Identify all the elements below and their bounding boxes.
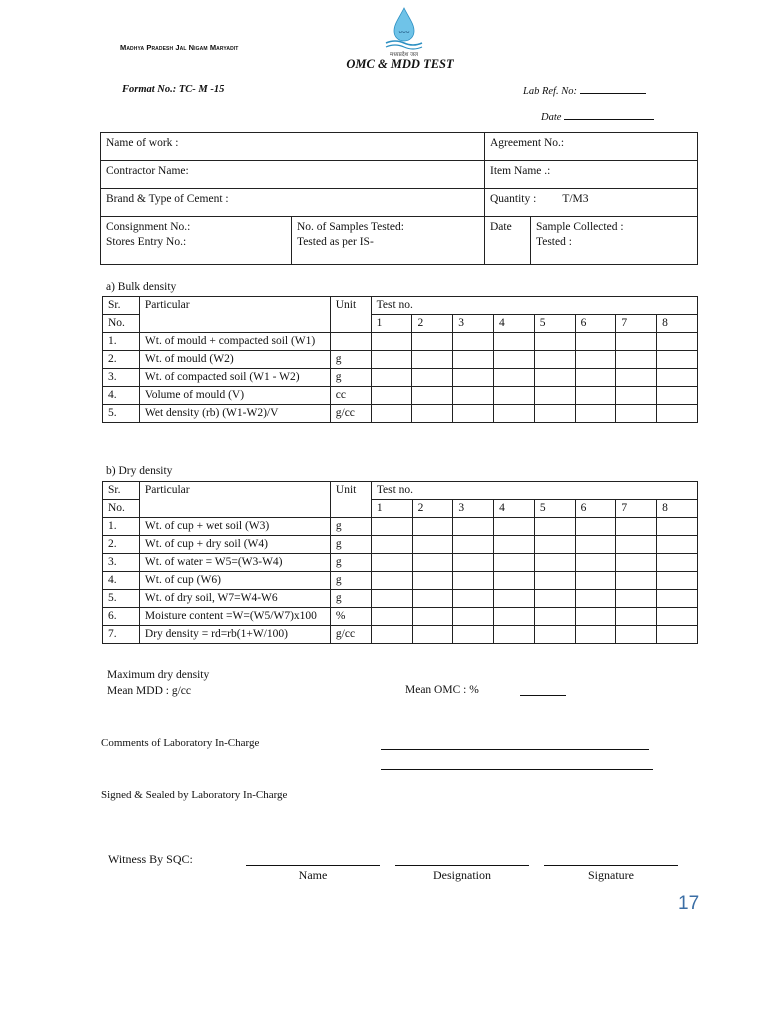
value-cell[interactable] [371,590,412,608]
value-cell[interactable] [575,554,616,572]
value-cell[interactable] [453,626,494,644]
samples-tested-cell[interactable]: No. of Samples Tested: Tested as per IS- [291,217,484,265]
value-cell[interactable] [371,351,412,369]
test-number: 3 [453,500,494,518]
test-number: 5 [534,500,575,518]
value-cell[interactable] [657,405,698,423]
value-cell[interactable] [412,626,453,644]
value-cell[interactable] [657,590,698,608]
signature-label: Signature [588,868,634,882]
row-particular: Moisture content =W=(W5/W7)x100 [139,608,330,626]
value-cell[interactable] [371,626,412,644]
brand-cement-cell[interactable]: Brand & Type of Cement : [101,189,485,217]
row-particular: Wt. of cup + wet soil (W3) [139,518,330,536]
value-cell[interactable] [657,572,698,590]
row-unit: % [330,608,371,626]
name-line[interactable] [246,865,380,866]
value-cell[interactable] [494,369,535,387]
value-cell[interactable] [534,554,575,572]
organization-name: Madhya Pradesh Jal Nigam Maryadit [120,43,239,52]
row-unit: g/cc [330,405,371,423]
row-particular: Wt. of mould (W2) [139,351,330,369]
row-particular: Wt. of dry soil, W7=W4-W6 [139,590,330,608]
particular-header: Particular [139,482,330,518]
unit-header: Unit [330,482,371,518]
unit-header: Unit [330,297,371,333]
table-row [103,333,698,351]
row-sr: 3. [103,554,140,572]
comments-line-1[interactable] [381,749,649,750]
test-number: 8 [657,315,698,333]
value-cell[interactable] [616,626,657,644]
value-cell[interactable] [657,351,698,369]
value-cell[interactable] [575,590,616,608]
value-cell[interactable] [616,572,657,590]
row-particular: Wt. of mould + compacted soil (W1) [139,333,330,351]
row-sr: 6. [103,608,140,626]
value-cell[interactable] [453,536,494,554]
sr-header: Sr. [103,297,140,315]
row-particular: Wt. of water = W5=(W3-W4) [139,554,330,572]
value-cell[interactable] [616,333,657,351]
value-cell[interactable] [616,387,657,405]
lab-ref-field[interactable] [580,84,646,94]
test-no-header: Test no. [371,482,697,500]
value-cell[interactable] [494,387,535,405]
agreement-no-cell[interactable]: Agreement No.: [485,133,698,161]
value-cell[interactable] [371,572,412,590]
value-cell[interactable] [453,554,494,572]
page-title: OMC & MDD TEST [346,57,454,71]
value-cell[interactable] [534,333,575,351]
item-name-cell[interactable]: Item Name .: [485,161,698,189]
table-row [103,351,698,369]
value-cell[interactable] [412,405,453,423]
table-row [103,590,698,608]
bulk-density-label: a) Bulk density [106,281,177,293]
value-cell[interactable] [534,590,575,608]
date-row [541,110,654,123]
value-cell[interactable] [494,626,535,644]
value-cell[interactable] [371,405,412,423]
particular-header: Particular [139,297,330,333]
table-row [103,387,698,405]
contractor-name-cell[interactable]: Contractor Name: [101,161,485,189]
value-cell[interactable] [575,536,616,554]
mdd-block [107,667,209,699]
value-cell[interactable] [453,608,494,626]
value-cell[interactable] [575,405,616,423]
value-cell[interactable] [616,554,657,572]
value-cell[interactable] [575,572,616,590]
value-cell[interactable] [616,608,657,626]
value-cell[interactable] [575,351,616,369]
row-sr: 1. [103,518,140,536]
row-sr: 3. [103,369,140,387]
value-cell[interactable] [453,387,494,405]
value-cell[interactable] [494,518,535,536]
table-row [103,518,698,536]
value-cell[interactable] [534,572,575,590]
svg-text:ᴗᴗᴗ: ᴗᴗᴗ [398,28,410,35]
value-cell[interactable] [453,518,494,536]
value-cell[interactable] [412,590,453,608]
date-cell[interactable]: Date [485,217,531,265]
value-cell[interactable] [534,387,575,405]
row-particular: Wt. of compacted soil (W1 - W2) [139,369,330,387]
value-cell[interactable] [412,351,453,369]
consignment-cell[interactable]: Consignment No.: Stores Entry No.: [101,217,292,265]
no-header: No. [103,315,140,333]
lab-ref [523,84,646,97]
row-sr: 5. [103,405,140,423]
test-number: 2 [412,315,453,333]
value-cell[interactable] [575,369,616,387]
water-drop-icon [394,8,414,41]
sr-header: Sr. [103,482,140,500]
row-unit: g [330,590,371,608]
value-cell[interactable] [494,590,535,608]
value-cell[interactable] [534,626,575,644]
value-cell[interactable] [494,572,535,590]
value-cell[interactable] [453,351,494,369]
dry-density-label: b) Dry density [106,465,173,477]
jal-nigam-logo [382,6,426,58]
value-cell[interactable] [453,333,494,351]
table-row [103,536,698,554]
mean-omc-label: Mean OMC : % [405,684,479,696]
logo-caption: मध्यप्रदेश जल [390,52,418,58]
value-cell[interactable] [657,536,698,554]
value-cell[interactable] [412,333,453,351]
value-cell[interactable] [616,351,657,369]
test-no-header: Test no. [371,297,697,315]
value-cell[interactable] [412,369,453,387]
value-cell[interactable] [453,405,494,423]
value-cell[interactable] [371,554,412,572]
table-row [103,608,698,626]
test-number: 3 [453,315,494,333]
value-cell[interactable] [534,405,575,423]
test-number: 5 [534,315,575,333]
value-cell[interactable] [575,333,616,351]
value-cell[interactable] [616,369,657,387]
value-cell[interactable] [657,333,698,351]
value-cell[interactable] [412,608,453,626]
value-cell[interactable] [575,608,616,626]
row-particular: Wt. of cup (W6) [139,572,330,590]
witness-label: Witness By SQC: [108,852,193,866]
signature-line[interactable] [544,865,678,866]
value-cell[interactable] [453,572,494,590]
table-row [103,369,698,387]
no-header: No. [103,500,140,518]
row-sr: 5. [103,590,140,608]
sample-collected-cell[interactable]: Sample Collected : Tested : [531,217,698,265]
name-label: Name [298,868,328,882]
value-cell[interactable] [657,387,698,405]
table-row [103,572,698,590]
value-cell[interactable] [575,518,616,536]
row-particular: Wet density (rb) (W1-W2)/V [139,405,330,423]
comments-label: Comments of Laboratory In-Charge [101,737,260,749]
test-number: 1 [371,315,412,333]
value-cell[interactable] [494,351,535,369]
row-particular: Volume of mould (V) [139,387,330,405]
value-cell[interactable] [371,536,412,554]
row-unit: g [330,369,371,387]
value-cell[interactable] [575,387,616,405]
value-cell[interactable] [616,590,657,608]
row-unit: g/cc [330,626,371,644]
comments-line-2[interactable] [381,769,653,770]
value-cell[interactable] [534,536,575,554]
value-cell[interactable] [412,518,453,536]
test-number: 6 [575,315,616,333]
signed-sealed-label: Signed & Sealed by Laboratory In-Charge [101,789,288,801]
row-sr: 2. [103,351,140,369]
value-cell[interactable] [616,518,657,536]
row-unit: g [330,518,371,536]
date-label: Date [541,112,562,123]
value-cell[interactable] [534,351,575,369]
value-cell[interactable] [534,369,575,387]
value-cell[interactable] [371,387,412,405]
row-unit: g [330,572,371,590]
value-cell[interactable] [534,608,575,626]
page-number: 17 [678,893,700,914]
value-cell[interactable] [657,554,698,572]
row-unit: g [330,351,371,369]
value-cell[interactable] [453,369,494,387]
value-cell[interactable] [371,333,412,351]
row-sr: 4. [103,387,140,405]
value-cell[interactable] [575,626,616,644]
row-unit [330,333,371,351]
value-cell[interactable] [616,536,657,554]
test-number: 7 [616,315,657,333]
value-cell[interactable] [657,626,698,644]
row-sr: 4. [103,572,140,590]
value-cell[interactable] [494,608,535,626]
quantity-cell[interactable]: Quantity : T/M3 [485,189,698,217]
row-unit: cc [330,387,371,405]
designation-label: Designation [433,868,491,882]
row-unit: g [330,554,371,572]
format-number: Format No.: TC- M -15 [122,84,225,95]
test-number: 7 [616,500,657,518]
value-cell[interactable] [412,554,453,572]
row-unit: g [330,536,371,554]
test-number: 6 [575,500,616,518]
designation-line[interactable] [395,865,529,866]
lab-ref-label: Lab Ref. No: [523,86,577,97]
value-cell[interactable] [412,572,453,590]
test-number: 8 [657,500,698,518]
row-sr: 1. [103,333,140,351]
row-sr: 7. [103,626,140,644]
table-row [103,554,698,572]
value-cell[interactable] [494,554,535,572]
max-dry-density-label: Maximum dry density [107,669,210,681]
test-number: 1 [371,500,412,518]
value-cell[interactable] [657,369,698,387]
bulk-density-table [102,296,698,423]
value-cell[interactable] [657,518,698,536]
mean-mdd-label: Mean MDD : g/cc [107,685,191,697]
mean-omc-field[interactable] [520,695,566,696]
name-of-work-cell[interactable]: Name of work : [101,133,485,161]
row-particular: Wt. of cup + dry soil (W4) [139,536,330,554]
table-row [103,405,698,423]
work-info-table [100,132,698,265]
value-cell[interactable] [494,333,535,351]
table-row [103,626,698,644]
value-cell[interactable] [657,608,698,626]
value-cell[interactable] [494,405,535,423]
value-cell[interactable] [453,590,494,608]
value-cell[interactable] [371,518,412,536]
date-field[interactable] [564,110,654,120]
value-cell[interactable] [371,608,412,626]
test-number: 2 [412,500,453,518]
dry-density-table [102,481,698,644]
test-number: 4 [494,315,535,333]
value-cell[interactable] [371,369,412,387]
row-particular: Dry density = rd=rb(1+W/100) [139,626,330,644]
value-cell[interactable] [534,518,575,536]
row-sr: 2. [103,536,140,554]
value-cell[interactable] [616,405,657,423]
value-cell[interactable] [412,536,453,554]
quantity-unit: T/M3 [562,193,589,205]
value-cell[interactable] [494,536,535,554]
value-cell[interactable] [412,387,453,405]
test-number: 4 [494,500,535,518]
